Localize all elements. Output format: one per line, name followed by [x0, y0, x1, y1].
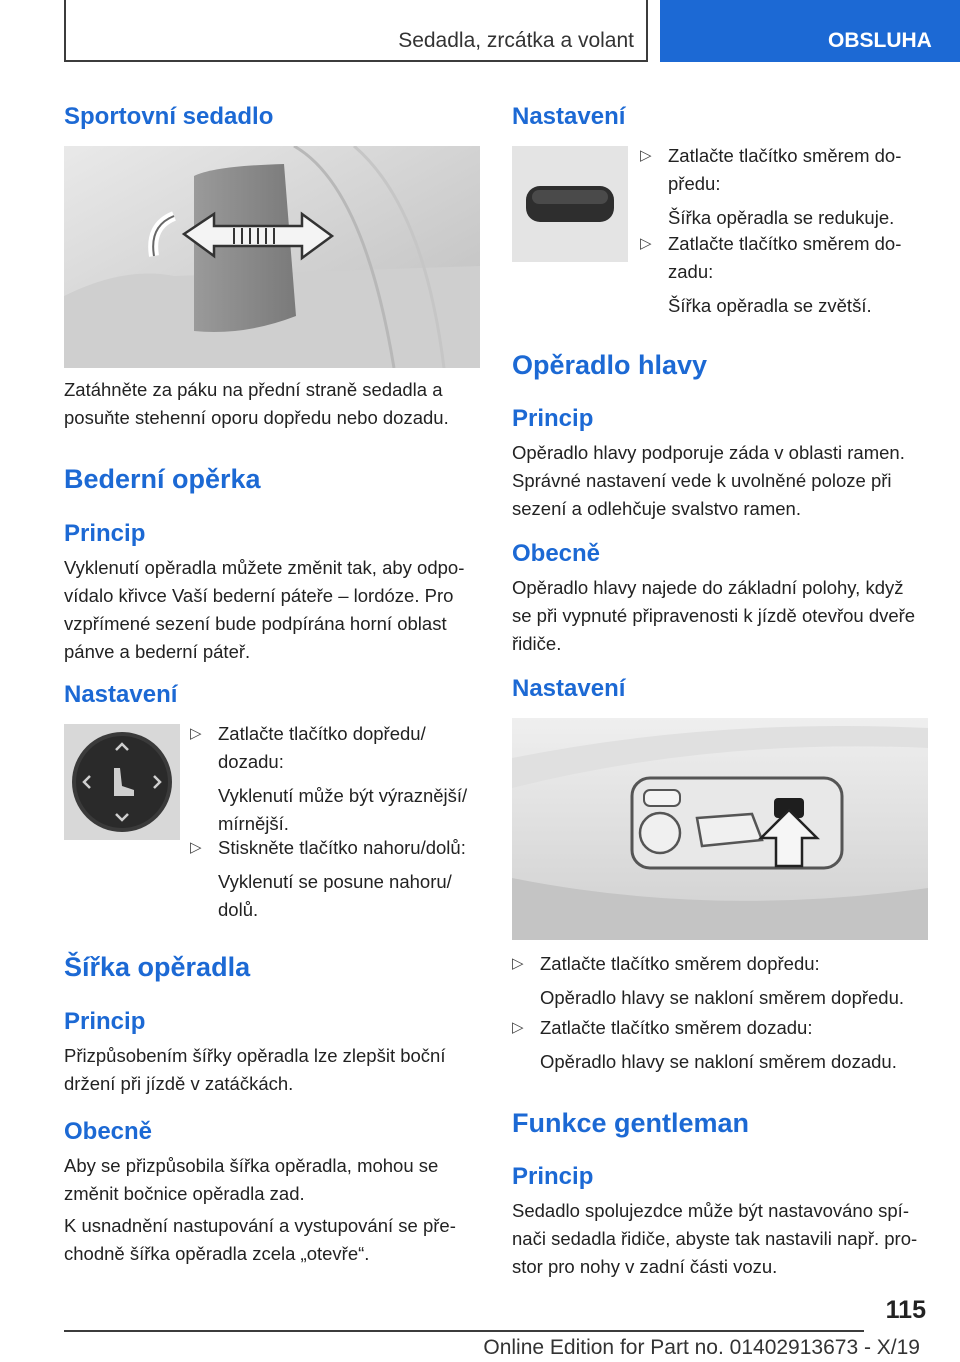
sport-seat-heading: Sportovní sedadlo	[64, 103, 274, 130]
width-button-image	[512, 146, 628, 262]
width-bullet-1-result: Šířka opěradla se redukuje.	[668, 207, 895, 228]
backrest-width-heading: Šířka opěradla	[64, 952, 251, 982]
head-bullet-1-result: Opěradlo hlavy se nakloní směrem dopředu.	[540, 987, 905, 1008]
width-setting-heading: Nastavení	[512, 103, 626, 130]
lumbar-principle-text: Vyklenutí opěradla můžete změnit tak, aby odpovídalo křivce Vaší bederní páteře – lordóze. Pro vzpřímené sezení bude podpírána horní oblast pánve a bederní páteř.	[64, 557, 465, 662]
head-bullet-1-action: Zatlačte tlačítko směrem dopředu:	[540, 953, 820, 974]
sport-seat-image	[64, 146, 480, 368]
head-general-heading: Obecně	[512, 540, 601, 567]
lumbar-heading: Bederní opěrka	[64, 464, 261, 494]
width-principle-heading: Princip	[64, 1008, 146, 1035]
page-number: 115	[885, 1296, 926, 1324]
headrest-heading: Opěradlo hlavy	[512, 350, 708, 380]
lumbar-button-image	[64, 724, 180, 840]
gentleman-principle-heading: Princip	[512, 1163, 594, 1190]
width-bullet-2-result: Šířka opěradla se zvětší.	[668, 295, 872, 316]
gentleman-heading: Funkce gentleman	[512, 1108, 750, 1138]
triangle-right-icon: ▷	[640, 235, 652, 252]
width-bullet-2-action: Zatlačte tlačítko směrem dozadu:	[668, 233, 902, 282]
head-general-text: Opěradlo hlavy najede do základní polohy, když se při vypnuté připravenosti k jízdě otevřou dveře řidiče.	[512, 577, 916, 654]
width-principle-text: Přizpůsobením šířky opěradla lze zlepšit boční držení při jízdě v zatáčkách.	[64, 1045, 446, 1094]
triangle-right-icon: ▷	[512, 1019, 524, 1036]
triangle-right-icon: ▷	[512, 955, 524, 972]
lumbar-principle-heading: Princip	[64, 520, 146, 547]
edition-text: Online Edition for Part no. 01402913673 - X/19	[483, 1336, 920, 1359]
head-setting-heading: Nastavení	[512, 675, 626, 702]
headrest-switch-image	[512, 718, 928, 940]
width-general-heading: Obecně	[64, 1118, 153, 1145]
sport-seat-text: Zatáhněte za páku na přední straně sedadla a posuňte stehenní oporu dopředu nebo dozadu.	[64, 379, 449, 428]
width-general-text-1: Aby se přizpůsobila šířka opěradla, mohou se změnit bočnice opěradla zad.	[64, 1155, 439, 1204]
lumbar-bullet-1-action: Zatlačte tlačítko dopředu/ dozadu:	[218, 723, 426, 772]
width-general-text-2: K usnadnění nastupování a vystupování se přechodně šířka opěradla zcela „otevře“.	[64, 1215, 456, 1264]
gentleman-principle-text: Sedadlo spolujezdce může být nastavováno spínači sedadla řidiče, abyste tak nastavili např. prostor pro nohy v zadní části vozu.	[512, 1200, 918, 1277]
head-principle-text: Opěradlo hlavy podporuje záda v oblasti ramen. Správné nastavení vede k uvolněné poloze při sezení a odlehčuje svalstvo ramen.	[512, 442, 905, 519]
lumbar-bullet-1-result: Vyklenutí může být výraznější/ mírnější.	[218, 785, 468, 834]
footer-divider	[64, 1330, 864, 1332]
chapter-tab[interactable]: OBSLUHA	[660, 0, 960, 62]
head-principle-heading: Princip	[512, 405, 594, 432]
lumbar-setting-heading: Nastavení	[64, 681, 178, 708]
lumbar-bullet-2-action: Stiskněte tlačítko nahoru/dolů:	[218, 837, 466, 858]
width-bullet-1-action: Zatlačte tlačítko směrem dopředu:	[668, 145, 902, 194]
head-bullet-2-result: Opěradlo hlavy se nakloní směrem dozadu.	[540, 1051, 897, 1072]
triangle-right-icon: ▷	[640, 147, 652, 164]
head-bullet-2-action: Zatlačte tlačítko směrem dozadu:	[540, 1017, 813, 1038]
section-title: Sedadla, zrcátka a volant	[398, 29, 634, 52]
lumbar-bullet-2-result: Vyklenutí se posune nahoru/ dolů.	[218, 871, 452, 920]
triangle-right-icon: ▷	[190, 839, 202, 856]
triangle-right-icon: ▷	[190, 725, 202, 742]
